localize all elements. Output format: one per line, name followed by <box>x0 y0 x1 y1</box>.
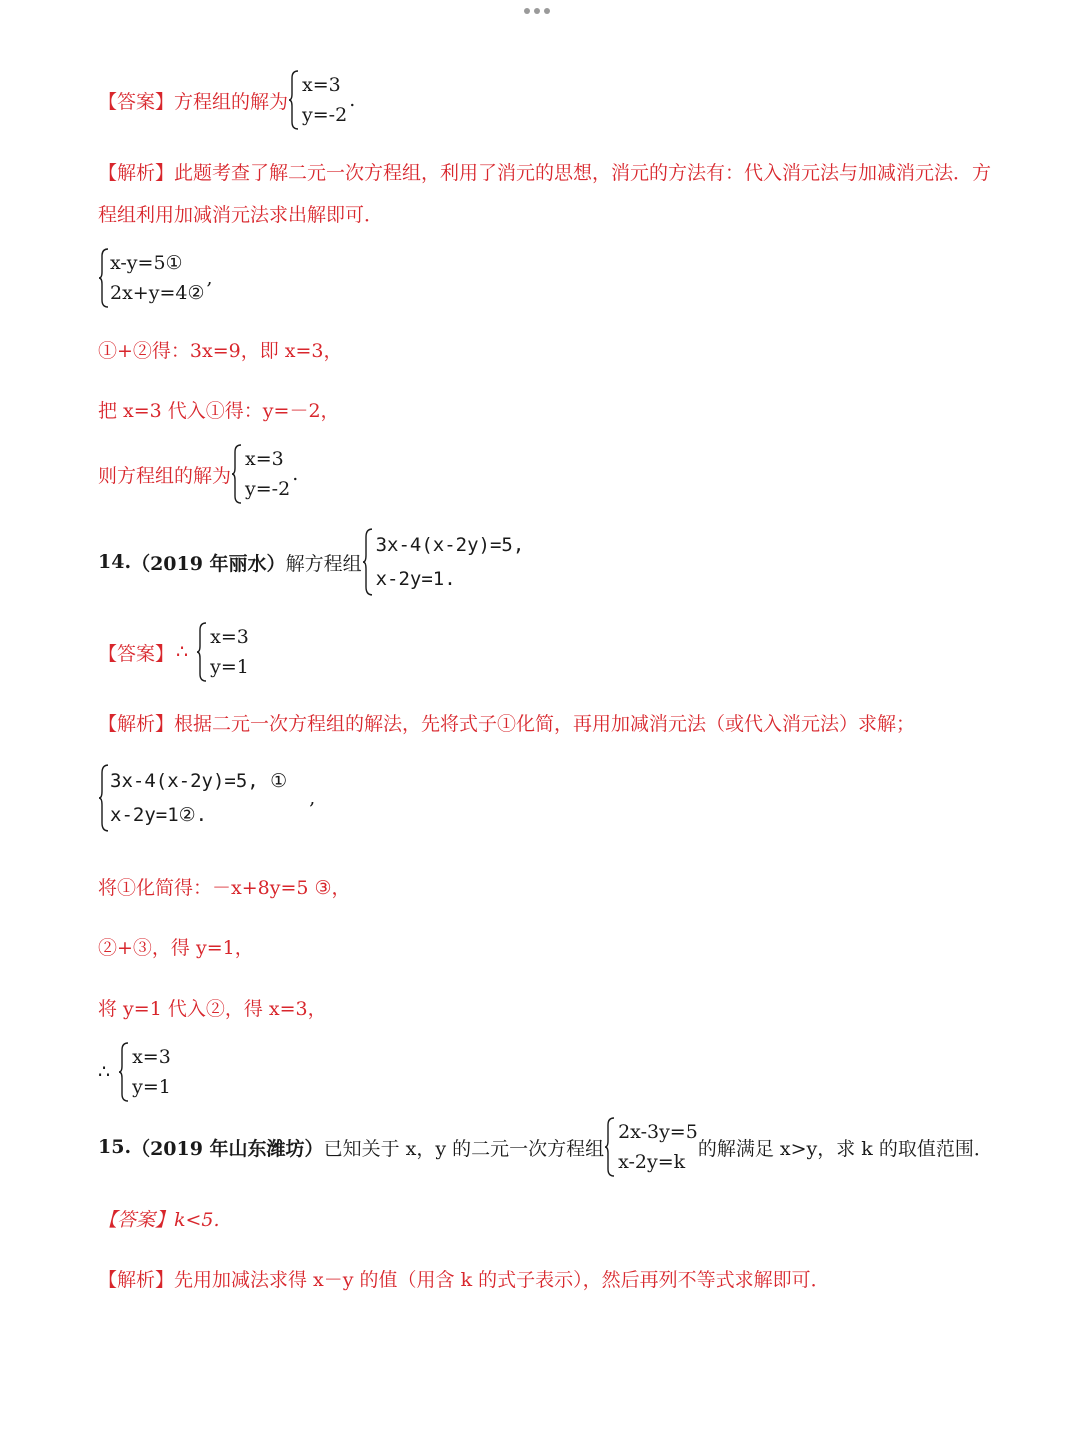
equation-system <box>362 528 525 596</box>
equation-row: x=3 <box>132 1046 171 1068</box>
left-brace-icon <box>604 1117 616 1177</box>
analysis-line-15: 【解析】先用加减法求得 x－y 的值（用含 k 的式子表示），然后再列不等式求解即可． <box>98 1269 830 1291</box>
equation-block <box>98 248 213 308</box>
analysis-line-1: 【解析】此题考查了解二元一次方程组，利用了消元的思想，消元的方法有：代入消元法与加减消元法．方 <box>98 162 992 184</box>
equation-row: y=1 <box>210 656 249 678</box>
answer-label: 【答案】 <box>98 642 175 665</box>
question-text: 已知关于 x，y 的二元一次方程组 <box>323 1137 605 1160</box>
punctuation: . <box>292 463 299 485</box>
step-line: 将①化简得：－x+8y=5 ③， <box>98 877 351 899</box>
left-brace-icon <box>362 528 374 596</box>
equation-row: 3x-4(x-2y)=5, ① <box>110 770 288 792</box>
left-brace-icon <box>288 70 300 130</box>
equation-row: x=3 <box>245 448 284 470</box>
left-brace-icon <box>118 1042 130 1102</box>
equation-system <box>118 1042 171 1102</box>
question-text: 的解满足 x>y，求 k 的取值范围． <box>697 1137 993 1160</box>
answer-label: 【答案】 <box>98 90 175 113</box>
punctuation: . <box>349 89 356 111</box>
equation-row: x-2y=k <box>618 1151 686 1173</box>
equation-system <box>98 764 287 832</box>
equation-row: y=-2 <box>245 478 291 500</box>
equation-row: y=1 <box>132 1076 171 1098</box>
punctuation: , <box>309 787 316 809</box>
therefore-symbol: ∴ <box>98 1061 111 1083</box>
solution-text: 则方程组的解为 <box>98 464 232 487</box>
equation-row: y=-2 <box>302 104 348 126</box>
solution-line <box>98 444 298 504</box>
left-brace-icon <box>231 444 243 504</box>
question-15 <box>98 1117 993 1177</box>
answer-text: 方程组的解为 <box>174 90 289 113</box>
question-number: 15. <box>98 1136 132 1158</box>
step-line: 把 x=3 代入①得：y=－2， <box>98 400 340 422</box>
left-brace-icon <box>196 622 208 682</box>
equation-system <box>288 70 347 130</box>
step-line: 将 y=1 代入②，得 x=3， <box>98 998 327 1020</box>
equation-row: x-2y=1②. <box>110 804 208 826</box>
equation-system <box>604 1117 698 1177</box>
equation-row: 2x+y=4② <box>110 282 205 304</box>
equation-system <box>231 444 290 504</box>
step-line: ①+②得：3x=9，即 x=3， <box>98 340 343 362</box>
analysis-line-2: 程组利用加减消元法求出解即可． <box>98 204 384 226</box>
equation-row: x=3 <box>302 74 341 96</box>
answer-line-1 <box>98 70 355 130</box>
question-text: 解方程组 <box>285 552 362 575</box>
equation-block <box>98 764 315 832</box>
result-block <box>98 1042 171 1102</box>
question-14 <box>98 528 524 596</box>
left-brace-icon <box>98 248 110 308</box>
equation-row: x-2y=1. <box>375 568 456 590</box>
equation-system <box>196 622 249 682</box>
equation-row: x=3 <box>210 626 249 648</box>
step-line: ②+③，得 y=1， <box>98 937 254 959</box>
equation-row: 3x-4(x-2y)=5, <box>375 534 525 556</box>
punctuation: , <box>206 267 213 289</box>
equation-row: x-y=5① <box>110 252 183 274</box>
therefore-symbol: ∴ <box>176 641 189 663</box>
question-number: 14. <box>98 551 132 573</box>
analysis-line-14: 【解析】根据二元一次方程组的解法，先将式子①化简，再用加减消元法（或代入消元法）求解； <box>98 713 916 735</box>
question-source: （2019 年山东潍坊） <box>131 1137 324 1160</box>
question-source: （2019 年丽水） <box>131 552 286 575</box>
more-horizontal-icon[interactable] <box>524 8 550 14</box>
equation-system <box>98 248 205 308</box>
answer-line-15: 【答案】k<5. <box>98 1209 220 1231</box>
left-brace-icon <box>98 764 110 832</box>
equation-row: 2x-3y=5 <box>618 1121 698 1143</box>
answer-line-14 <box>98 622 249 682</box>
